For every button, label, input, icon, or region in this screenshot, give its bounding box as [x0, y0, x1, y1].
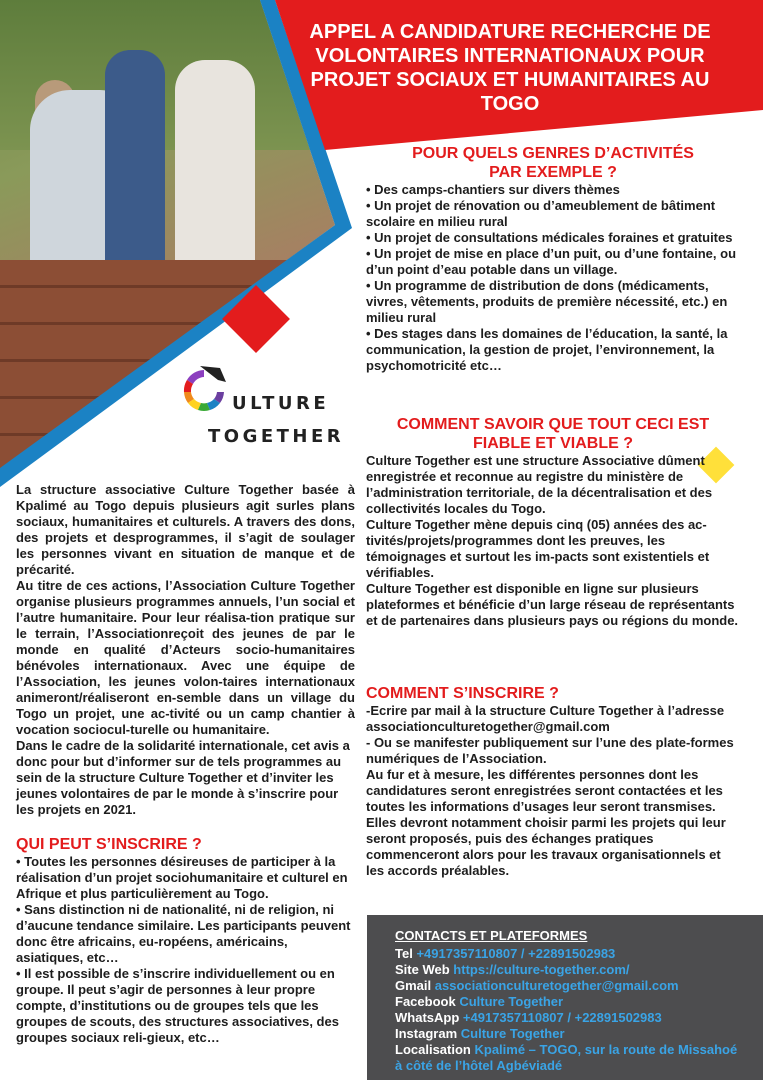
contact-label: Instagram — [395, 1026, 458, 1041]
logo-text: ULTURE — [232, 393, 330, 414]
contact-label: WhatsApp — [395, 1010, 460, 1025]
registration-section — [366, 684, 740, 879]
contact-website-link[interactable]: https://culture-together.com/ — [453, 962, 630, 977]
qui-item: • Il est possible de s’inscrire individuellement ou en groupe. Il peut s’agir de personnes à leur propre compte, d’institutions ou de groupes tels que les groupes de scouts, des structures associatives, des groupes sociaux reli-gieux, etc… — [16, 966, 339, 1045]
contact-row — [395, 994, 745, 1010]
contact-row — [395, 1026, 745, 1042]
contact-label: Facebook — [395, 994, 456, 1009]
registration-heading: COMMENT S’INSCRIRE ? — [366, 685, 559, 702]
title-line: PROJET SOCIAUX ET HUMANITAIRES AU — [310, 69, 710, 91]
activities-section — [366, 144, 740, 374]
contact-label: Gmail — [395, 978, 432, 993]
contacts-panel — [367, 915, 763, 1080]
activity-item: • Des camps-chantiers sur divers thèmes — [366, 182, 620, 197]
contact-whatsapp-link[interactable]: +4917357110807 / +22891502983 — [462, 1010, 662, 1025]
reliability-paragraph: Culture Together est une structure Associative dûment enregistrée et reconnue au registre du ministère de l’administration territoriale, de la décentralisation et des collectivités locales du Togo. — [366, 453, 713, 516]
qui-heading: QUI PEUT S’INSCRIRE ? — [16, 836, 202, 853]
contact-phone-link[interactable]: +4917357110807 / +22891502983 — [416, 946, 616, 961]
intro-paragraph: La structure associative Culture Together basée à Kpalimé au Togo depuis plusieurs agit surles plans sociaux, humanitaires et culturels. A travers des dons, des projets et desprogrammes, il s’agit de soulager les personnes vivant en situation de manque et de précarité. — [16, 482, 355, 577]
registration-line: - Ou se manifester publiquement sur l’une des plate-formes numériques de l’Association. — [366, 735, 734, 766]
contact-row — [395, 1042, 745, 1074]
activity-item: • Un projet de consultations médicales foraines et gratuites — [366, 230, 733, 245]
heading-line: FIABLE ET VIABLE ? — [473, 435, 633, 452]
activity-item: • Des stages dans les domaines de l’éducation, la santé, la communication, la gestion de projet, l’environnement, la psychomotricité etc… — [366, 326, 728, 373]
intro-paragraph: Dans le cadre de la solidarité internationale, cet avis a donc pour but d’informer sur de tels programmes au sein de la structure Culture Together et d’inviter les jeunes volontaires de par le monde à s’inscrire pour les projets en 2021. — [16, 738, 350, 817]
contact-label: Tel — [395, 946, 413, 961]
reliability-paragraph: Culture Together est disponible en ligne sur plusieurs plateformes et bénéficie d’un large réseau de représentants et de partenaires dans plusieurs pays ou régions du monde. — [366, 581, 739, 628]
contact-row — [395, 1010, 745, 1026]
reliability-paragraph: Culture Together mène depuis cinq (05) années des ac-tivités/projets/programmes dont les preuves, les témoignages et surtout les im-pacts sont existentiels et vérifiables. — [366, 517, 710, 580]
activities-heading — [366, 144, 740, 182]
contact-facebook-link[interactable]: Culture Together — [459, 994, 564, 1009]
reliability-section — [366, 415, 740, 629]
reliability-heading — [366, 415, 740, 453]
logo-text: TOGETHER — [208, 426, 345, 447]
activity-item: • Un projet de rénovation ou d’ameublement de bâtiment scolaire en milieu rural — [366, 198, 716, 229]
title-line: APPEL A CANDIDATURE RECHERCHE DE — [309, 21, 711, 43]
activity-item: • Un programme de distribution de dons (médicaments, vivres, vêtements, produits de première nécessité, etc.) en milieu rural — [366, 278, 728, 325]
registration-line: -Ecrire par mail à la structure Culture Together à l’adresse — [366, 703, 725, 718]
qui-item: • Toutes les personnes désireuses de participer à la réalisation d’un projet sociohumanitaire et culturel en Afrique et plus particulièrement au Togo. — [16, 854, 348, 901]
heading-line: PAR EXEMPLE ? — [489, 164, 617, 181]
registration-email[interactable]: associationculturetogether@gmail.com — [366, 719, 610, 734]
contact-row — [395, 946, 745, 962]
contact-label: Site Web — [395, 962, 450, 977]
heading-line: COMMENT SAVOIR QUE TOUT CECI EST — [396, 416, 710, 433]
registration-paragraph: Au fur et à mesure, les différentes personnes dont les candidatures seront enregistrées seront contactées et les toutes les informations d’usages leur seront transmises. Elles devront notamment choisir parmi les projets qui leur seront proposés, puis des échanges pratiques commenceront alors pour les travaux organisationnels et les accords préalables. — [366, 767, 726, 878]
page-title — [280, 20, 740, 116]
title-line: TOGO — [480, 93, 540, 115]
contact-location-value: Kpalimé – TOGO, sur la route de Missahoé à côté de l’hôtel Agbéviadé — [395, 1042, 738, 1073]
contact-gmail-link[interactable]: associationculturetogether@gmail.com — [434, 978, 679, 993]
title-line: VOLONTAIRES INTERNATIONAUX POUR — [315, 45, 705, 67]
left-column — [16, 482, 355, 1046]
qui-item: • Sans distinction ni de nationalité, ni de religion, ni d’aucune tendance similaire. Les participants peuvent donc être africains, eu-ropéens, américains, asiatiques, etc… — [16, 902, 351, 965]
contacts-heading: CONTACTS ET PLATEFORMES — [395, 928, 588, 943]
contact-instagram-link[interactable]: Culture Together — [460, 1026, 565, 1041]
activity-item: • Un projet de mise en place d’un puit, ou d’une fontaine, ou d’un point d’eau potable dans un village. — [366, 246, 737, 277]
heading-line: POUR QUELS GENRES D’ACTIVITÉS — [412, 145, 694, 162]
contact-row — [395, 962, 745, 978]
intro-paragraph: Au titre de ces actions, l’Association Culture Together organise plusieurs programmes annuels, l’un social et l’autre humanitaire. Pour leur réalisa-tion pratique sur le terrain, l’Associationreçoit des jeunes de par le monde en qualité d’Acteurs socio-humanitaires bénévoles internationaux. Avec une équipe de l’Association, les jeunes volon-taires internationaux animeront/réaliseront en-semble dans un village du Togo un projet, une ac-tivité ou un camp chantier à vocation sociocul-turelle ou humanitaire. — [16, 578, 355, 737]
contact-label: Localisation — [395, 1042, 471, 1057]
contact-row — [395, 978, 745, 994]
